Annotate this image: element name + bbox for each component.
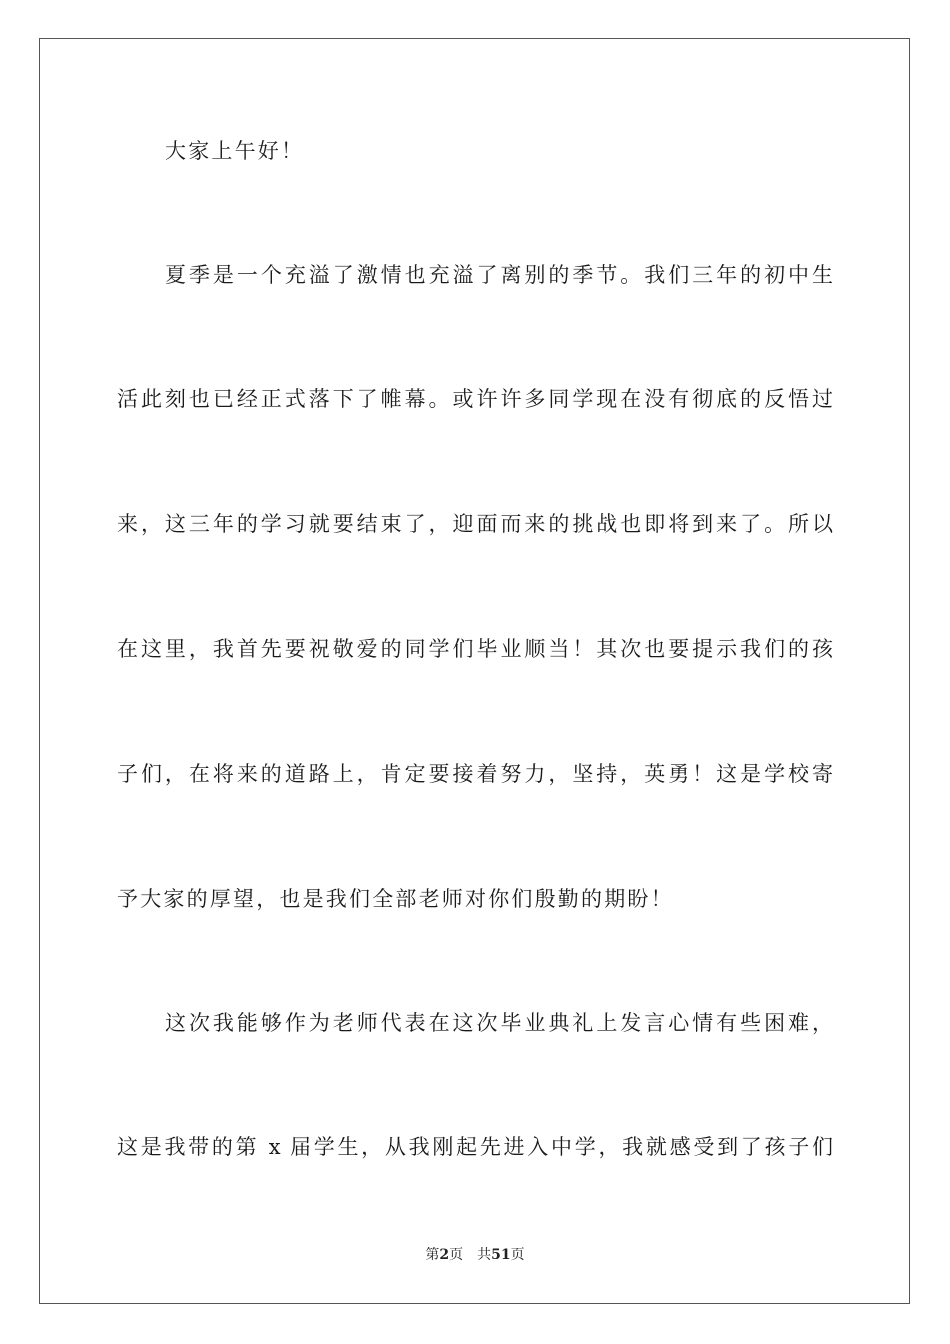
paragraph-line-3: 来，这三年的学习就要结束了，迎面而来的挑战也即将到来了。所以 (117, 512, 833, 536)
paragraph-line-8: 这是我带的第 x 届学生，从我刚起先进入中学，我就感受到了孩子们 (117, 1135, 833, 1159)
paragraph-line-4: 在这里，我首先要祝敬爱的同学们毕业顺当！其次也要提示我们的孩 (117, 637, 833, 661)
greeting-line: 大家上午好！ (165, 139, 305, 163)
page-footer (0, 1246, 950, 1264)
paragraph-line-6: 予大家的厚望，也是我们全部老师对你们殷勤的期盼！ (117, 887, 674, 911)
footer-page-number: 2 (439, 1247, 450, 1263)
paragraph-line-1: 夏季是一个充溢了激情也充溢了离别的季节。我们三年的初中生 (165, 263, 833, 287)
footer-total-prefix: 共 (477, 1247, 492, 1263)
paragraph-line-2: 活此刻也已经正式落下了帷幕。或许许多同学现在没有彻底的反悟过 (117, 387, 833, 411)
page-border (39, 38, 910, 1304)
footer-total-pages: 51 (491, 1247, 511, 1263)
paragraph-line-7: 这次我能够作为老师代表在这次毕业典礼上发言心情有些困难， (165, 1011, 833, 1035)
footer-page-prefix: 第 (425, 1247, 440, 1263)
paragraph-line-5: 子们，在将来的道路上，肯定要接着努力，坚持，英勇！这是学校寄 (117, 762, 833, 786)
footer-page-suffix: 页 (449, 1247, 464, 1263)
footer-total-suffix: 页 (510, 1247, 525, 1263)
